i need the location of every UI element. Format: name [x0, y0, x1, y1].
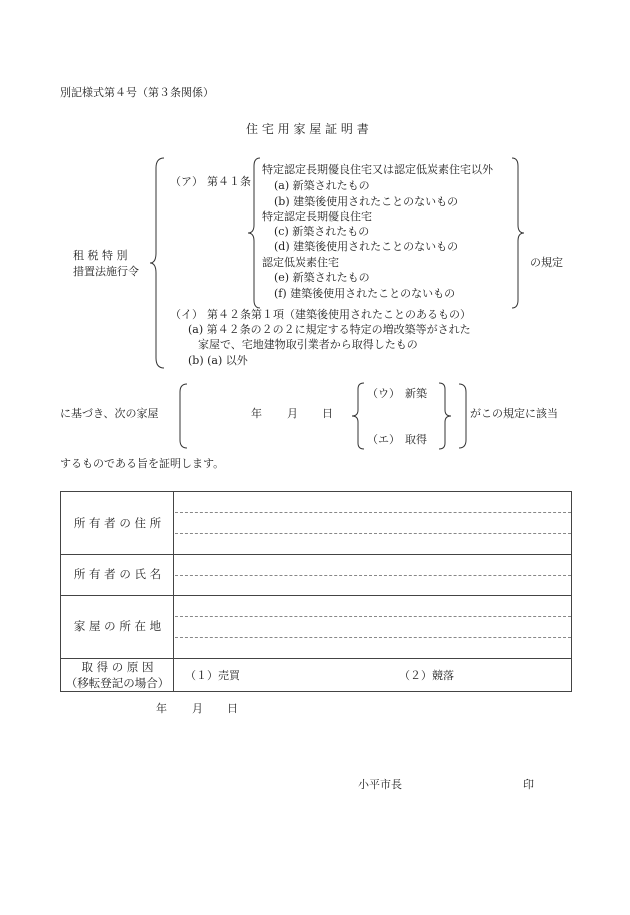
name-write-line[interactable] — [175, 575, 571, 576]
type-u-label: （ウ） — [367, 387, 400, 400]
regulation-suffix: の規定 — [530, 256, 563, 269]
certificate-table — [60, 491, 572, 692]
basis-prefix: に基づき、次の家屋 — [60, 407, 159, 420]
group2-title: 特定認定長期優良住宅 — [262, 210, 372, 223]
type-e-label: （エ） — [367, 433, 400, 446]
group2-item-d: (d) 建築後使用されたことのないもの — [274, 240, 459, 253]
document-title: 住 宅 用 家 屋 証 明 書 — [246, 122, 369, 136]
type-left-brace — [352, 383, 366, 449]
seal-mark: 印 — [523, 778, 534, 791]
address-write-line[interactable] — [175, 512, 571, 513]
basis-month: 月 — [287, 407, 298, 420]
location-write-line[interactable] — [175, 637, 571, 638]
basis-year: 年 — [251, 407, 262, 420]
issue-year: 年 — [156, 702, 167, 715]
address-write-line[interactable] — [175, 533, 571, 534]
house-location-label: 家 屋 の 所 在 地 — [73, 619, 162, 633]
location-write-line[interactable] — [175, 616, 571, 617]
basis-suffix: がこの規定に該当 — [470, 407, 558, 420]
cause-label-line2: （移転登記の場合） — [65, 676, 170, 690]
issue-day: 日 — [227, 702, 238, 715]
basis-day: 日 — [322, 407, 333, 420]
owner-address-label: 所 有 者 の 住 所 — [73, 516, 162, 530]
article-i-item-a-line1: (a) 第４２条の２の２に規定する特定の増改築等がされた — [188, 323, 471, 336]
group3-title: 認定低炭素住宅 — [262, 256, 339, 269]
inner-right-brace — [512, 158, 526, 308]
cause-label-line1: 取 得 の 原 因 — [81, 660, 154, 674]
type-right-brace — [439, 383, 453, 449]
article-i-item-b: (b) (a) 以外 — [188, 354, 248, 367]
type-e-text: 取得 — [405, 433, 427, 446]
basis-line-2: するものである旨を証明します。 — [60, 457, 225, 470]
article-i-label: （イ） — [170, 308, 203, 321]
type-u-text: 新築 — [405, 387, 427, 400]
date-left-bracket — [178, 384, 188, 448]
law-name-line-2: 措置法施行令 — [73, 265, 139, 278]
group1-item-b: (b) 建築後使用されたことのないもの — [274, 195, 459, 208]
owner-name-label: 所 有 者 の 氏 名 — [73, 567, 162, 581]
law-left-brace — [150, 158, 170, 368]
law-name-line-1: 租 税 特 別 — [73, 249, 128, 262]
group3-item-e: (e) 新築されたもの — [274, 271, 370, 284]
group1-title: 特定認定長期優良住宅又は認定低炭素住宅以外 — [262, 163, 493, 176]
row-divider — [61, 595, 571, 596]
group1-item-a: (a) 新築されたもの — [274, 179, 370, 192]
form-reference: 別記様式第４号（第３条関係） — [60, 86, 214, 99]
row-divider — [61, 554, 571, 555]
article-i-text: 第４２条第１項（建築後使用されたことのあるもの） — [207, 308, 471, 321]
mayor-title: 小平市長 — [358, 778, 402, 791]
date-right-bracket — [458, 384, 468, 448]
article-a-number: 第４１条 — [207, 175, 251, 188]
inner-left-brace — [248, 158, 262, 308]
issue-month: 月 — [192, 702, 203, 715]
article-a-label: （ア） — [170, 175, 203, 188]
cause-option-auction[interactable]: （２）競落 — [399, 669, 454, 682]
group2-item-c: (c) 新築されたもの — [274, 225, 370, 238]
cause-option-sale[interactable]: （１）売買 — [185, 669, 240, 682]
article-i-item-a-line2: 家屋で、宅地建物取引業者から取得したもの — [198, 338, 418, 351]
row-divider — [61, 658, 571, 659]
group3-item-f: (f) 建築後使用されたことのないもの — [274, 287, 456, 300]
